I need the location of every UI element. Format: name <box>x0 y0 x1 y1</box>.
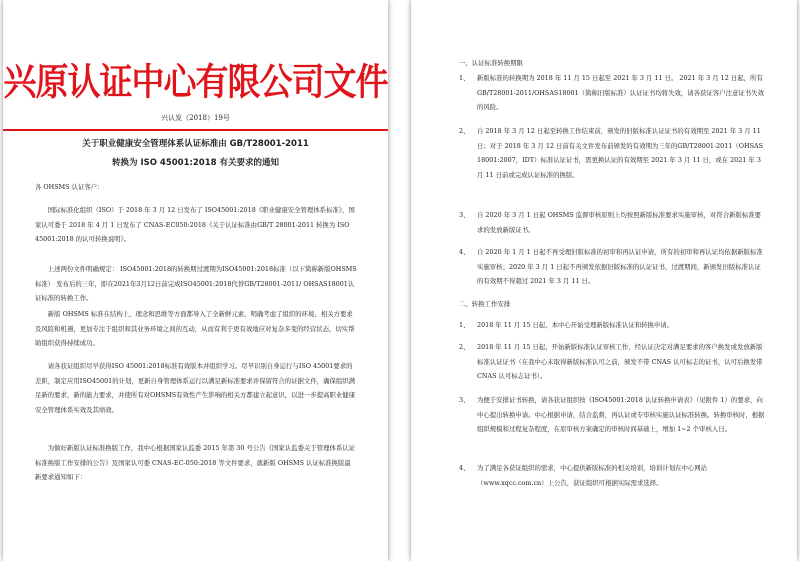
paragraph: 上述两份文件明确规定： ISO45001:2018的转换期过渡期为ISO45001:2018标准（以下简称新版OHSMS标准） 发布后的三年，即在2021年3月12日前完成ISO45001:2018代替GB/T28001-2011/ OHSAS18001认证标准的转换工作。 <box>35 265 357 302</box>
list-item <box>459 340 767 384</box>
doc-number: 兴认发（2018）19号 <box>161 114 230 122</box>
paragraph: 国际标准化组织（ISO）于 2018 年 3 月 12 日发布了 ISO45001:2018《职业健康安全管理体系标准》，国家认可委于 2018 年 4 月 1 日发布了 CNAS-EC050:2018《关于认证标准由GB/T 28001-2011 转换为 ISO 45001:2018 的认可转换说明》。 <box>35 206 355 243</box>
doc-title-line-1: 关于职业健康安全管理体系认证标准由 GB/T28001-2011 <box>82 139 309 149</box>
item-text: 自 2018 年 3 月 12 日起至转换工作结束前，颁发的旧版标准认证证书的有效期至 2021 年 3 月 11 日；对于 2018 年 3 月 12 日前有关文件发布前颁发的有效期为三年的GB/T28001-2011（OHSAS 18001:2007，IDT）标准认证证书，需更换认证的有效期至 2021 年 3 月 11 日，或在 2021 年 3 月 11 日前或完成认证标准的换版。 <box>477 127 763 179</box>
list-item <box>459 245 767 289</box>
item-text: 自 2020 年 3 月 1 日起 OHSMS 监督审核原则上均按照新版标准要求实施审核，对符合新版标准要求的发放新版证书。 <box>477 211 762 234</box>
item-text: 2018 年 11 月 15 日起，本中心开始受理新版标准认证和转换申请。 <box>477 321 674 329</box>
list-item <box>459 71 767 115</box>
item-number: 1、 <box>459 321 470 329</box>
section-heading: 二、转换工作安排 <box>459 300 511 308</box>
red-divider <box>3 129 388 131</box>
salutation: 各 OHSMS 认证客户： <box>35 183 104 191</box>
section-heading: 一、认证标准转换期限 <box>459 59 523 67</box>
item-number: 2、 <box>459 343 470 351</box>
item-number: 1、 <box>459 74 470 82</box>
document-page-1 <box>3 0 388 561</box>
list-item <box>459 208 767 237</box>
paragraph: 为做好新版认证标准换版工作，我中心根据国家认监委 2015 年第 30 号公告《国家认监委关于管理体系认证标准换版工作安排的公告》及国家认可委 CNAS-EC-050:2018 等文件要求，就新版 OHSMS 认证标准换版最新要求通知如下： <box>35 444 356 481</box>
item-text: 2018 年 11 月 15 日起，开始新版标准认证审核工作，经认证决定对满足要求的客户换发或发放新版标准认证证书（在我中心未取得新版标准认可之前，颁发不带 CNAS 认可标志的证书，认可后换发带 CNAS 认可标志证书）。 <box>477 343 763 380</box>
item-number: 4、 <box>459 464 470 472</box>
item-text: 为便于安排证书转换，请各获证组织按《ISO45001:2018 认证转换申请表》（见附件 1）的要求，向中心提出转换申请。中心根据申请，结合监督，再认证或专审核实施认证标准转换。转换审核时，根据组织规模和过程复杂程度，在原审核方案确定的审核时间基础上，增加 1~2 个审核人日。 <box>477 396 765 433</box>
org-header: 兴原认证中心有限公司文件 <box>3 59 388 104</box>
item-number: 3、 <box>459 211 470 219</box>
doc-title-line-2: 转换为 ISO 45001:2018 有关要求的通知 <box>111 158 280 168</box>
paragraph: 新版 OHSMS 标准在结构上、理念和思维等方面都导入了全新鲜元素，明确考虑了组织的环境、相关方要求及风险和机遇，更加专注于组织和其业务环境之间的互动，从而有利于更有效地应对复杂多变的经营状态，切实帮助组织获得持续成功。 <box>35 310 355 347</box>
item-text: 为了满足各获证组织的需求，中心提供新版标准的相关培训，培训计划在中心网站（www.xqcc.com.cn）上公告，获证组织可根据实际需求选择。 <box>477 464 708 487</box>
item-text: 自 2020 年 1 月 1 日起不再受理旧版标准的初审和再认证申请，所有的初审和再认证均依据新版标准实施审核；2020 年 3 月 1 日起不再颁发依据旧版标准的认证证书，过渡期间，新颁发旧版标准认证的有效期不得超过 2021 年 3 月 11 日。 <box>477 248 763 285</box>
item-number: 3、 <box>459 396 470 404</box>
paragraph: 请各获证组织尽早获得ISO 45001:2018标准有效版本并组织学习。尽早识别自身运行与ISO 45001要求的差距，制定应用ISO45001的计划，更新自身管理体系运行以满足新标准要求并保留符合的证据文件，确保组织满足新的要求，新的能力要求，并使所有对OHSMS有效性产生影响的相关方都建立起意识，以进一步提高职业健康安全管理体系实效及其绩效。 <box>35 362 356 414</box>
item-number: 4、 <box>459 248 470 256</box>
document-page-2 <box>411 0 797 561</box>
list-item <box>459 461 767 490</box>
item-text: 新版标准的转换期为 2018 年 11 月 15 日起至 2021 年 3 月 11 日。 2021 年 3 月 12 日起，所有 GB/T28001-2011/OHSAS18001（简称旧版标准）认证证书均将失效，请各获证客户注意证书失效的风险。 <box>477 74 764 111</box>
list-item <box>459 318 767 333</box>
item-number: 2、 <box>459 127 470 135</box>
list-item <box>459 124 767 182</box>
list-item <box>459 393 767 437</box>
